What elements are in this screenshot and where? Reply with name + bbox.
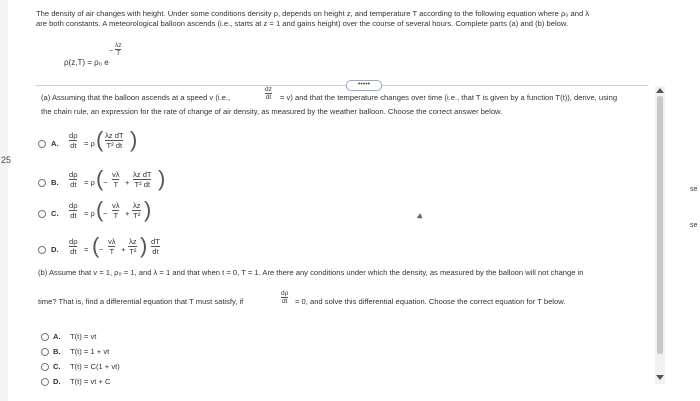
part-a-option-a-letter: A. (51, 139, 59, 148)
option-d-plus: + (121, 245, 126, 254)
side-label-2: se (690, 222, 698, 229)
option-d-lhs (68, 237, 79, 256)
part-b-line-2-start: time? That is, find a differential equation that T must satisfy, if (38, 297, 244, 306)
option-a-equals: = ρ (84, 139, 95, 148)
option-c-lhs-num: dρ (69, 201, 78, 210)
option-a-term (104, 131, 125, 150)
option-d-term-1-den: T (109, 247, 115, 256)
option-c-term-2 (132, 201, 142, 220)
option-b-term-2-num: λz dT (133, 170, 152, 179)
part-a-option-a-radio[interactable] (38, 140, 46, 148)
option-b-term-1-den: T (113, 180, 119, 189)
option-b-term-1 (111, 170, 121, 189)
part-a-option-d-radio[interactable] (38, 246, 46, 254)
option-a-lhs-den: dt (70, 141, 77, 150)
option-c-term-1 (111, 201, 121, 220)
part-a-line-1-end: = v) and that the temperature changes over time (i.e., that T is given by a function T(t)), derive, using (280, 93, 618, 102)
option-c-equals: = ρ (84, 209, 95, 218)
option-b-minus: − (103, 178, 108, 187)
part-b-option-d-letter: D. (53, 377, 61, 386)
option-d-lhs-num: dρ (69, 237, 78, 246)
option-b-lhs-den: dt (70, 180, 77, 189)
intro-line-2: are both constants. A meteorological balloon ascends (i.e., starts at z = 1 and gains height) over the course of several hours. Complete parts (a) and (b) below. (36, 19, 569, 28)
option-d-term-2-num: λz (129, 237, 137, 246)
intro-line-1: The density of air changes with height. Under some conditions density ρ, depends on height z, and temperature T according to the following equation where ρ₀ and λ (36, 9, 590, 18)
option-d-term-1-num: vλ (108, 237, 116, 246)
option-c-lhs (68, 201, 79, 220)
part-a-option-b-letter: B. (51, 178, 59, 187)
part-b-option-b-letter: B. (53, 347, 61, 356)
part-b-option-b-radio[interactable] (41, 348, 49, 356)
option-b-open-paren: ( (96, 166, 104, 191)
left-edge-strip (0, 0, 8, 401)
part-b-line-1: (b) Assume that v = 1, ρ₀ = 1, and λ = 1 and that when t = 0, T = 1. Are there any conditions under which the density, as measured by the balloon will not change in (38, 268, 584, 277)
part-b-option-c-text: T(t) = C(1 + vt) (70, 362, 120, 371)
option-d-dTdt-num: dT (151, 237, 160, 246)
exponent-numerator: λz (115, 42, 122, 49)
option-d-term-1 (107, 237, 117, 256)
section-separator (36, 85, 648, 86)
density-equation-lhs: ρ(z,T) = ρ₀ e (64, 58, 109, 67)
option-c-term-2-num: λz (133, 201, 141, 210)
part-a-option-d-letter: D. (51, 245, 59, 254)
option-c-plus: + (125, 209, 130, 218)
part-b-line-2-end: = 0, and solve this differential equation. Choose the correct equation for T below. (295, 297, 566, 306)
part-b-option-a-letter: A. (53, 332, 61, 341)
option-b-term-1-num: vλ (112, 170, 120, 179)
option-a-term-num: λz dT (105, 131, 124, 140)
option-c-minus: − (103, 209, 108, 218)
part-a-option-c-radio[interactable] (38, 210, 46, 218)
option-d-term-2-den: T² (129, 247, 137, 256)
scroll-up-arrow-icon[interactable] (656, 88, 664, 93)
density-equation-exponent (114, 42, 123, 57)
part-b-option-d-radio[interactable] (41, 378, 49, 386)
option-b-plus: + (125, 178, 130, 187)
option-b-close-paren: ) (158, 166, 166, 191)
option-a-open-paren: ( (96, 127, 104, 152)
exponent-minus-sign: − (109, 48, 114, 55)
option-d-equals: = (84, 245, 89, 254)
part-a-line-1-start: (a) Assuming that the balloon ascends at a speed v (i.e., (41, 93, 231, 102)
option-a-lhs-num: dρ (69, 131, 78, 140)
part-b-option-a-radio[interactable] (41, 333, 49, 341)
option-a-term-den: T² dt (106, 141, 123, 150)
part-b-option-c-radio[interactable] (41, 363, 49, 371)
part-a-line-2: the chain rule, an expression for the rate of change of air density, as measured by the weather balloon. Choose the correct answer below. (41, 107, 503, 116)
dt-denominator: dt (265, 94, 272, 101)
option-d-lhs-den: dt (70, 247, 77, 256)
part-b-option-d-text: T(t) = vt + C (70, 377, 111, 386)
part-b-option-c-letter: C. (53, 362, 61, 371)
question-content (36, 0, 648, 401)
option-b-equals: = ρ (84, 178, 95, 187)
option-b-term-2 (132, 170, 153, 189)
edge-number: 25 (1, 155, 12, 165)
option-c-open-paren: ( (96, 197, 104, 222)
option-c-close-paren: ) (144, 197, 152, 222)
option-c-term-2-den: T² (133, 211, 141, 220)
scrollbar-thumb[interactable] (657, 96, 663, 354)
drho-numerator: dρ (281, 290, 289, 297)
option-d-close-paren: ) (140, 233, 148, 258)
option-d-dTdt-den: dt (152, 247, 159, 256)
option-d-dTdt (150, 237, 161, 256)
dz-numerator: dz (265, 86, 272, 93)
option-b-lhs (68, 170, 79, 189)
part-b-option-a-text: T(t) = vt (70, 332, 97, 341)
option-d-minus: − (99, 245, 104, 254)
option-d-open-paren: ( (92, 233, 100, 258)
option-c-lhs-den: dt (70, 211, 77, 220)
expand-toggle-button[interactable]: ••••• (346, 80, 382, 91)
part-a-option-c-letter: C. (51, 209, 59, 218)
option-a-close-paren: ) (130, 127, 138, 152)
scroll-down-arrow-icon[interactable] (656, 375, 664, 380)
side-label-1: se (690, 186, 698, 193)
part-b-option-b-text: T(t) = 1 + vt (70, 347, 110, 356)
option-b-lhs-num: dρ (69, 170, 78, 179)
dz-dt-fraction (264, 86, 273, 101)
drho-dt-fraction (280, 290, 289, 305)
option-a-lhs (68, 131, 79, 150)
option-c-term-1-num: vλ (112, 201, 120, 210)
option-b-term-2-den: T² dt (134, 180, 151, 189)
option-c-term-1-den: T (113, 211, 119, 220)
part-a-option-b-radio[interactable] (38, 179, 46, 187)
exponent-denominator: T (116, 50, 121, 57)
option-d-term-2 (128, 237, 138, 256)
drho-denominator: dt (281, 298, 288, 305)
